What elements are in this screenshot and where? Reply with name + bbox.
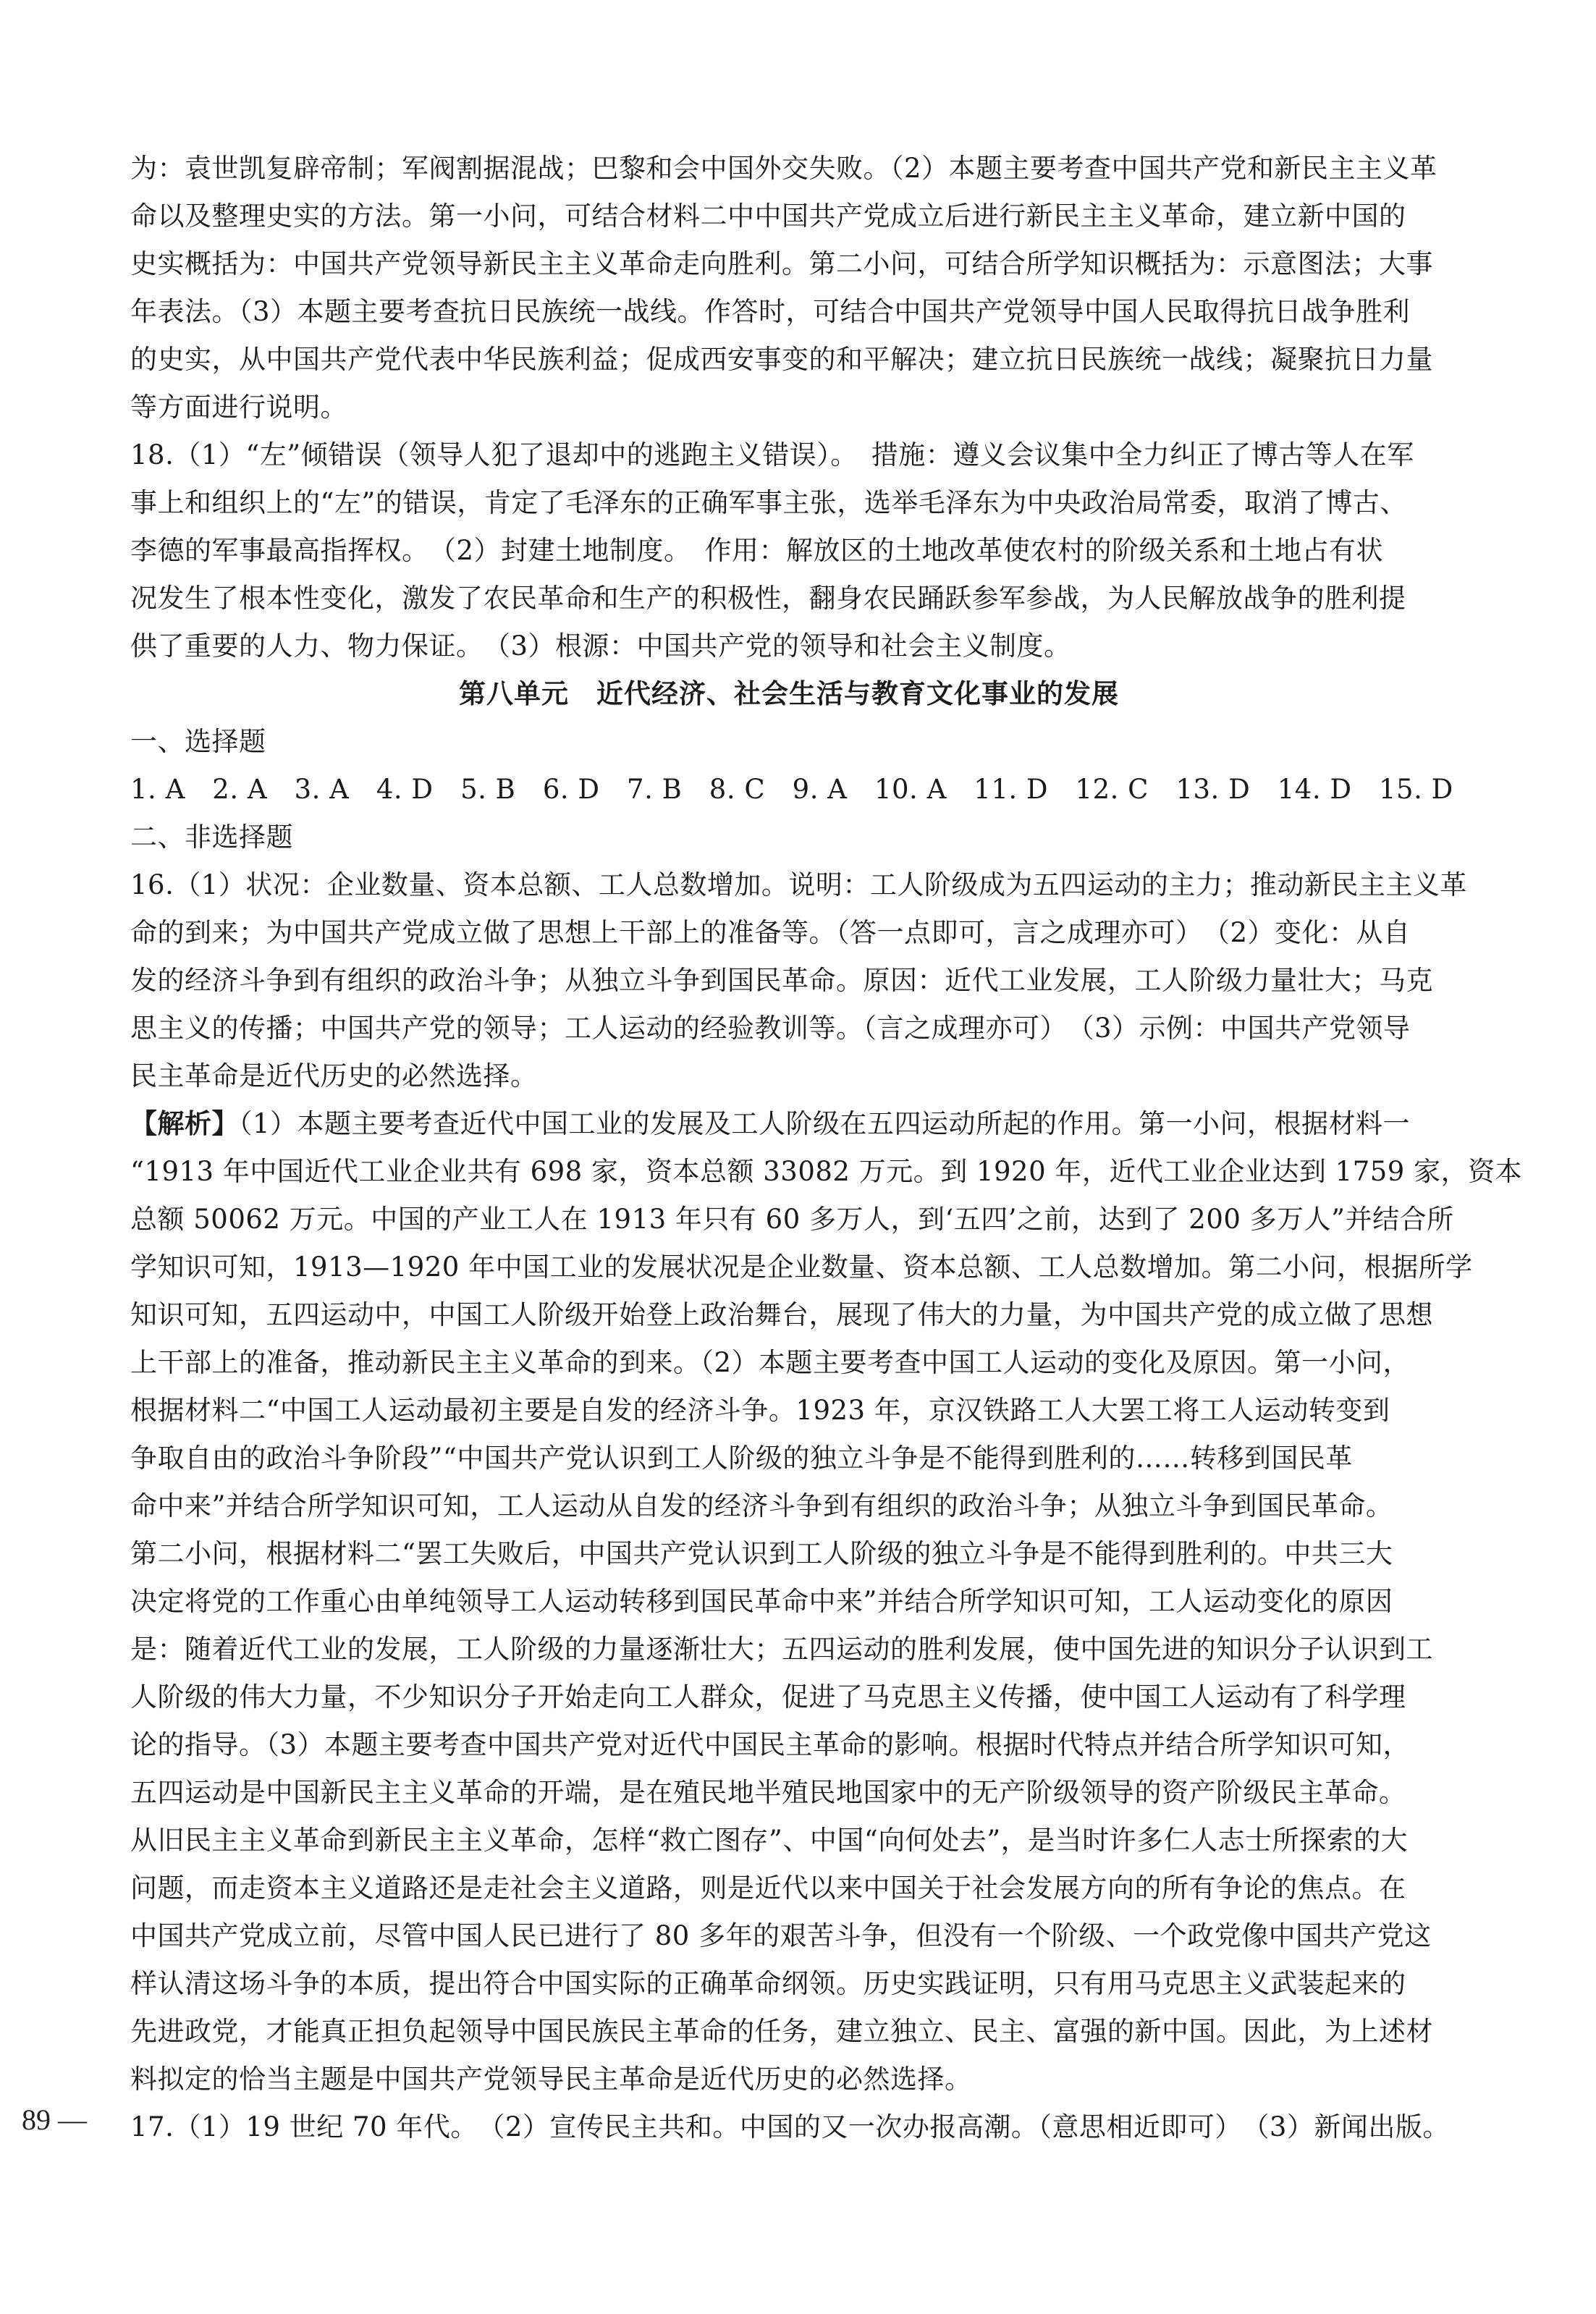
unit-title: 第八单元 近代经济、社会生活与教育文化事业的发展 xyxy=(459,678,1119,709)
text-line: 知识可知，五四运动中，中国工人阶级开始登上政治舞台，展现了伟大的力量，为中国共产党的成立做了思想 xyxy=(130,1299,1433,1330)
question-16-analysis xyxy=(130,1100,1523,2103)
question-16-answer xyxy=(130,861,1467,1100)
text-line: 中国共产党成立前，尽管中国人民已进行了 80 多年的艰苦斗争，但没有一个阶级、一个政党像中国共产党这 xyxy=(130,1920,1432,1951)
analysis-tag: 【解析】 xyxy=(130,1108,239,1139)
text-line: 料拟定的恰当主题是中国共产党领导民主革命是近代历史的必然选择。 xyxy=(130,2064,972,2095)
text-line: 学知识可知，1913—1920 年中国工业的发展状况是企业数量、资本总额、工人总数增加。第二小问，根据所学 xyxy=(130,1251,1473,1283)
text-line: 决定将党的工作重心由单纯领导工人运动转移到国民革命中来”并结合所学知识可知，工人运动变化的原因 xyxy=(130,1586,1393,1617)
text-line: 人阶级的伟大力量，不少知识分子开始走向工人群众，促进了马克思主义传播，使中国工人运动有了科学理 xyxy=(130,1681,1406,1713)
text-line: 命以及整理史实的方法。第一小问，可结合材料二中中国共产党成立后进行新民主主义革命，建立新中国的 xyxy=(130,200,1406,232)
text-line: 为：袁世凯复辟帝制；军阀割据混战；巴黎和会中国外交失败。（2）本题主要考查中国共产党和新民主主义革 xyxy=(130,153,1437,184)
text-line: 思主义的传播；中国共产党的领导；工人运动的经验教训等。（言之成理亦可） （3）示例：中国共产党领导 xyxy=(130,1013,1411,1044)
text-line: 李德的军事最高指挥权。 （2）封建土地制度。 作用：解放区的土地改革使农村的阶级关系和土地占有状 xyxy=(130,535,1384,566)
text-line: 命的到来；为中国共产党成立做了思想上干部上的准备等。（答一点即可，言之成理亦可） （2）变化：从自 xyxy=(130,917,1411,948)
text-line: 命中来”并结合所学知识可知，工人运动从自发的经济斗争到有组织的政治斗争；从独立斗争到国民革命。 xyxy=(130,1490,1393,1521)
page-number: 89 — xyxy=(22,2103,87,2136)
text-line: 的史实，从中国共产党代表中华民族利益；促成西安事变的和平解决；建立抗日民族统一战线；凝聚抗日力量 xyxy=(130,344,1433,375)
analysis-first-line xyxy=(130,1100,1448,1148)
text-line: 16.（1）状况：企业数量、资本总额、工人总数增加。说明：工人阶级成为五四运动的主力；推动新民主主义革 xyxy=(130,869,1467,900)
text-line: 史实概括为：中国共产党领导新民主主义革命走向胜利。第二小问，可结合所学知识概括为：示意图法；大事 xyxy=(130,248,1433,279)
text-line: 总额 50062 万元。中国的产业工人在 1913 年只有 60 多万人，到‘五四’之前，达到了 200 多万人”并结合所 xyxy=(130,1204,1454,1235)
question-17-answer: 17.（1）19 世纪 70 年代。 （2）宣传民主共和。中国的又一次办报高潮。（意思相近即可） （3）新闻出版。 xyxy=(130,2111,1450,2142)
text-line: 问题，而走资本主义道路还是走社会主义道路，则是近代以来中国关于社会发展方向的所有争论的焦点。在 xyxy=(130,1872,1406,1904)
text-line: 样认清这场斗争的本质，提出符合中国实际的正确革命纲领。历史实践证明，只有用马克思主义武装起来的 xyxy=(130,1968,1406,1999)
text-line: 上干部上的准备，推动新民主主义革命的到来。（2）本题主要考查中国工人运动的变化及原因。第一小问， xyxy=(130,1347,1411,1378)
text-line: 是：随着近代工业的发展，工人阶级的力量逐渐壮大；五四运动的胜利发展，使中国先进的知识分子认识到工 xyxy=(130,1634,1433,1665)
text-line: 民主革命是近代历史的必然选择。 xyxy=(130,1060,538,1091)
q17-analysis-continuation xyxy=(130,145,1448,431)
question-18-answer xyxy=(130,431,1448,670)
analysis-first-text: （1）本题主要考查近代中国工业的发展及工人阶级在五四运动所起的作用。第一小问，根据材料一 xyxy=(239,1108,1411,1139)
nonchoice-section-header: 二、非选择题 xyxy=(130,822,293,853)
text-line: 供了重要的人力、物力保证。 （3）根源：中国共产党的领导和社会主义制度。 xyxy=(130,630,1071,662)
text-line: 事上和组织上的“左”的错误，肯定了毛泽东的正确军事主张，选举毛泽东为中央政治局常委，取消了博古、 xyxy=(130,487,1407,518)
choice-answers: 1. A 2. A 3. A 4. D 5. B 6. D 7. B 8. C 9. A 10. A 11. D 12. C 13. D 14. D 15. D xyxy=(130,774,1453,805)
text-line: 18.（1）“左”倾错误（领导人犯了退却中的逃跑主义错误）。 措施：遵义会议集中全力纠正了博古等人在军 xyxy=(130,439,1414,470)
text-line: 争取自由的政治斗争阶段”“中国共产党认识到工人阶级的独立斗争是不能得到胜利的……转移到国民革 xyxy=(130,1443,1353,1474)
text-line: 等方面进行说明。 xyxy=(130,392,347,423)
text-line: 第二小问，根据材料二“罢工失败后，中国共产党认识到工人阶级的独立斗争是不能得到胜利的。中共三大 xyxy=(130,1538,1393,1569)
text-line: 从旧民主主义革命到新民主主义革命，怎样“救亡图存”、中国“向何处去”，是当时许多仁人志士所探索的大 xyxy=(130,1825,1409,1856)
text-line: 发的经济斗争到有组织的政治斗争；从独立斗争到国民革命。原因：近代工业发展，工人阶级力量壮大；马克 xyxy=(130,965,1433,996)
choice-section-header: 一、选择题 xyxy=(130,726,266,757)
text-line: “1913 年中国近代工业企业共有 698 家，资本总额 33082 万元。到 1920 年，近代工业企业达到 1759 家，资本 xyxy=(130,1156,1523,1187)
text-line: 先进政党，才能真正担负起领导中国民族民主革命的任务，建立独立、民主、富强的新中国。因此，为上述材 xyxy=(130,2016,1433,2047)
text-line: 根据材料二“中国工人运动最初主要是自发的经济斗争。1923 年，京汉铁路工人大罢工将工人运动转变到 xyxy=(130,1395,1390,1426)
answer-page-content xyxy=(130,145,1523,2151)
text-line: 年表法。（3）本题主要考查抗日民族统一战线。作答时，可结合中国共产党领导中国人民取得抗日战争胜利 xyxy=(130,296,1411,327)
text-line: 五四运动是中国新民主主义革命的开端，是在殖民地半殖民地国家中的无产阶级领导的资产阶级民主革命。 xyxy=(130,1777,1406,1808)
text-line: 论的指导。（3）本题主要考查中国共产党对近代中国民主革命的影响。根据时代特点并结合所学知识可知， xyxy=(130,1729,1411,1760)
text-line: 况发生了根本性变化，激发了农民革命和生产的积极性，翻身农民踊跃参军参战，为人民解放战争的胜利提 xyxy=(130,583,1406,614)
